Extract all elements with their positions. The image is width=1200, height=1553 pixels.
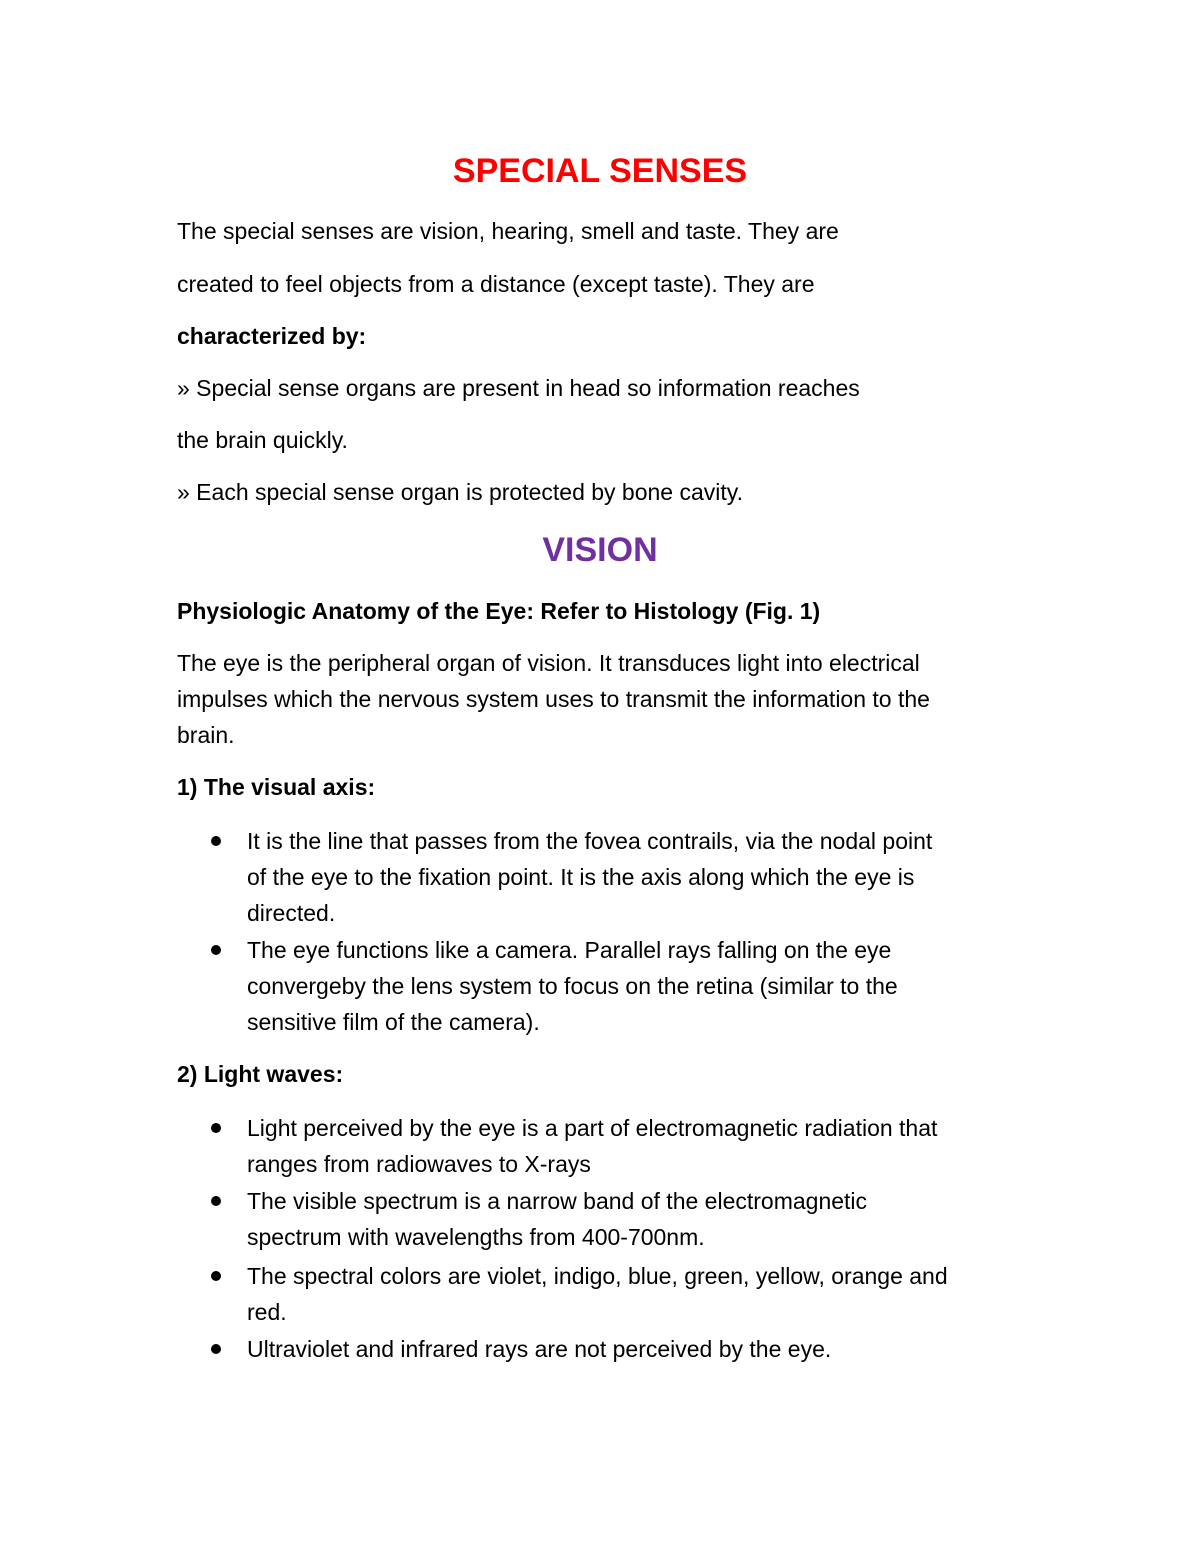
bullet-marker	[211, 1196, 221, 1206]
section-2-bullet-1-line-2: ranges from radiowaves to X-rays	[247, 1151, 591, 1177]
intro-line-3: characterized by:	[177, 323, 367, 349]
vision-para-line-3: brain.	[177, 722, 235, 748]
section-1-bullet-1-line-3: directed.	[247, 900, 336, 926]
intro-point-2: » Each special sense organ is protected by bone cavity.	[177, 479, 743, 505]
vision-para-line-1: The eye is the peripheral organ of vision. It transduces light into electrical	[177, 650, 920, 676]
intro-point-1-line-1: » Special sense organs are present in head so information reaches	[177, 375, 860, 401]
section-2-heading: 2) Light waves:	[177, 1061, 344, 1087]
intro-point-1-line-2: the brain quickly.	[177, 427, 348, 453]
section-2-bullet-1-line-1: Light perceived by the eye is a part of electromagnetic radiation that	[247, 1115, 938, 1141]
intro-line-2: created to feel objects from a distance (except taste). They are	[177, 271, 815, 297]
section-2-bullet-3-line-2: red.	[247, 1299, 287, 1325]
section-1-bullet-1-line-1: It is the line that passes from the fovea contrails, via the nodal point	[247, 828, 933, 854]
vision-heading: VISION	[542, 531, 658, 569]
section-1-heading: 1) The visual axis:	[177, 774, 376, 800]
section-1-bullet-2-line-3: sensitive film of the camera).	[247, 1009, 540, 1035]
bullet-marker	[211, 1123, 221, 1133]
section-2-bullet-3-line-1: The spectral colors are violet, indigo, blue, green, yellow, orange and	[247, 1263, 948, 1289]
section-2-bullet-2-line-1: The visible spectrum is a narrow band of the electromagnetic	[247, 1188, 868, 1214]
page-title: SPECIAL SENSES	[452, 152, 748, 190]
bullet-marker	[211, 945, 221, 955]
section-2-bullet-4-line-1: Ultraviolet and infrared rays are not perceived by the eye.	[247, 1336, 832, 1362]
section-1-bullet-2-line-2: convergeby the lens system to focus on the retina (similar to the	[247, 973, 898, 999]
section-2-bullet-2-line-2: spectrum with wavelengths from 400-700nm.	[247, 1224, 705, 1250]
vision-subheading: Physiologic Anatomy of the Eye: Refer to Histology (Fig. 1)	[177, 598, 821, 624]
bullet-marker	[211, 1271, 221, 1281]
section-1-bullet-1-line-2: of the eye to the fixation point. It is the axis along which the eye is	[247, 864, 915, 890]
intro-line-1: The special senses are vision, hearing, smell and taste. They are	[177, 218, 839, 244]
bullet-marker	[211, 1344, 221, 1354]
bullet-marker	[211, 836, 221, 846]
vision-para-line-2: impulses which the nervous system uses to transmit the information to the	[177, 686, 930, 712]
section-1-bullet-2-line-1: The eye functions like a camera. Parallel rays falling on the eye	[247, 937, 892, 963]
